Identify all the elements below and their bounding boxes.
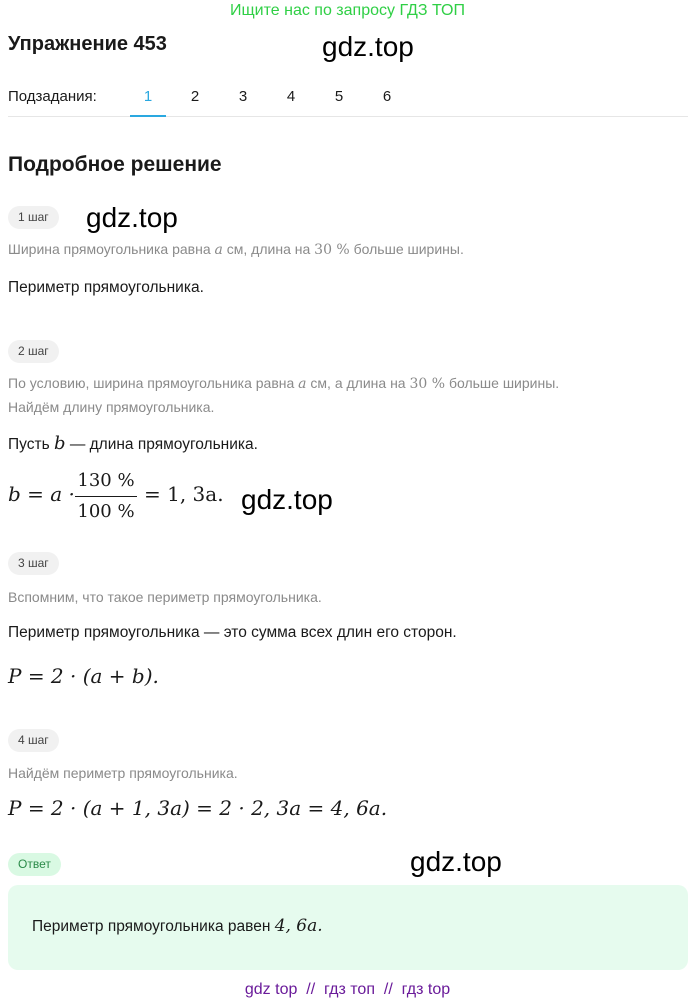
watermark: gdz.top [86,202,178,233]
footer-links[interactable]: gdz top // гдз топ // гдз top [244,981,451,998]
subtasks-label: Подзадания: [8,88,97,105]
step-2-condition: По условию, ширина прямоугольника равна a см, а длина на 30 % больше ширины. [8,375,560,392]
step-2-instruction: Найдём длину прямоугольника. [8,399,215,415]
page-title: Упражнение 453 [8,33,167,55]
step-2-let: Пусть b — длина прямоугольника. [8,433,258,454]
section-title: Подробное решение [8,153,222,176]
step-3-formula: P = 2 · (a + b). [8,664,159,688]
watermark: gdz.top [410,846,502,877]
promo-banner[interactable]: Ищите нас по запросу ГДЗ ТОП [230,2,465,19]
step-1-condition: Ширина прямоугольника равна a см, длина на 30 % больше ширины. [8,241,464,258]
step-2-formula-rhs: = 1, 3a. [144,482,224,506]
watermark: gdz.top [241,484,333,515]
step-4-badge: 4 шаг [8,729,59,752]
subtask-tab-1[interactable]: 1 [130,86,166,117]
step-4-instruction: Найдём периметр прямоугольника. [8,765,238,781]
step-1-question: Периметр прямоугольника. [8,279,204,296]
step-2-fraction [75,468,137,525]
step-3-definition: Периметр прямоугольника — это сумма всех длин его сторон. [8,624,457,641]
step-4-formula: P = 2 · (a + 1, 3a) = 2 · 2, 3a = 4, 6a. [8,796,388,820]
step-1-badge: 1 шаг [8,206,59,229]
subtask-tab-5[interactable]: 5 [334,88,344,105]
subtask-tab-2[interactable]: 2 [190,88,200,105]
step-2-formula-lhs: b = a · [8,482,75,506]
subtasks-nav [8,86,688,117]
fraction-bar [75,496,137,497]
fraction-denominator: 100 % [77,501,135,522]
answer-badge: Ответ [8,853,61,876]
step-3-recall: Вспомним, что такое периметр прямоугольника. [8,589,322,605]
step-3-badge: 3 шаг [8,552,59,575]
answer-box [8,885,688,970]
subtask-tab-6[interactable]: 6 [382,88,392,105]
fraction-numerator: 130 % [77,470,135,491]
watermark: gdz.top [322,31,414,62]
subtask-tab-3[interactable]: 3 [238,88,248,105]
answer-value: 4, 6a. [274,916,323,936]
step-2-badge: 2 шаг [8,340,59,363]
answer-text: Периметр прямоугольника равен 4, 6a. [32,916,323,936]
subtask-tab-4[interactable]: 4 [286,88,296,105]
